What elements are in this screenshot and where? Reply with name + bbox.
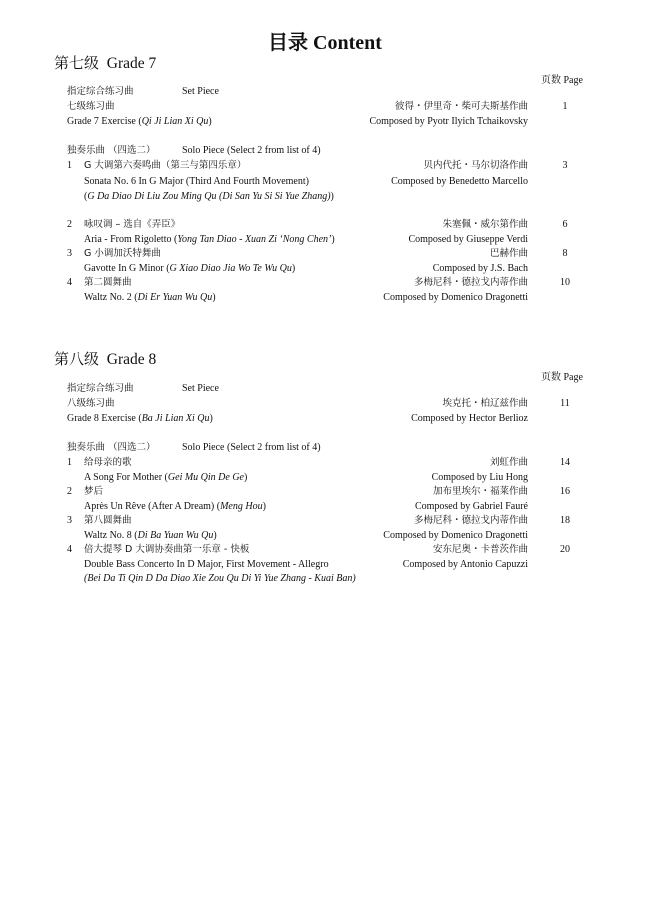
grade-cjk: 第七级 bbox=[54, 54, 100, 72]
set-piece-composer-cjk: 埃克托・柏辽兹作曲 bbox=[442, 398, 528, 409]
title-pinyin: Ba Ji Lian Xi Qu bbox=[141, 413, 210, 424]
item-number: 1 bbox=[67, 457, 72, 468]
page-header-en: Page bbox=[563, 372, 583, 383]
paren: ) bbox=[213, 530, 217, 541]
item-title-en bbox=[84, 529, 217, 543]
set-piece-page[interactable]: 11 bbox=[560, 398, 570, 409]
grade-en: Grade 8 bbox=[106, 351, 157, 368]
item-title-en bbox=[84, 471, 247, 485]
set-piece-page[interactable]: 1 bbox=[562, 101, 568, 112]
title-en: Waltz No. 2 ( bbox=[84, 292, 138, 303]
paren: ) bbox=[331, 234, 335, 245]
solo-label-cjk: 独奏乐曲 （四选二） bbox=[67, 442, 156, 453]
solo-label-en: Solo Piece (Select 2 from list of 4) bbox=[182, 145, 321, 156]
pinyin-text: (Bei Da Ti Qin D Da Diao Xie Zou Qu Di Yi Yue Zhang - Kuai Ban) bbox=[84, 573, 356, 584]
page-header-cjk: 页数 bbox=[541, 372, 561, 383]
item-number: 4 bbox=[67, 544, 72, 555]
item-title-en: Double Bass Concerto In D Major, First Movement - Allegro bbox=[84, 559, 329, 570]
page-title bbox=[0, 26, 650, 55]
item-number: 2 bbox=[67, 486, 72, 497]
title-en: Grade 7 Exercise ( bbox=[67, 116, 142, 127]
item-page[interactable]: 10 bbox=[560, 277, 570, 288]
paren: ) bbox=[262, 501, 266, 512]
set-piece-composer-en: Composed by Hector Berlioz bbox=[411, 413, 528, 424]
item-title-en bbox=[84, 233, 335, 247]
title-en: Waltz No. 8 ( bbox=[84, 530, 138, 541]
item-title-en bbox=[84, 291, 216, 305]
grade-cjk: 第八级 bbox=[54, 350, 100, 368]
item-title-en bbox=[84, 262, 295, 276]
item-title-en: Sonata No. 6 In G Major (Third And Fourth Movement) bbox=[84, 176, 309, 187]
item-composer-cjk: 朱塞佩・威尔第作曲 bbox=[442, 219, 528, 230]
pinyin-text: Di Er Yuan Wu Qu bbox=[137, 292, 213, 303]
item-composer-en: Composed by Domenico Dragonetti bbox=[383, 292, 528, 303]
set-piece-title-en bbox=[67, 115, 212, 129]
item-page[interactable]: 6 bbox=[562, 219, 568, 230]
item-title-en bbox=[84, 500, 266, 514]
page-column-header bbox=[541, 368, 583, 383]
item-composer-en: Composed by Domenico Dragonetti bbox=[383, 530, 528, 541]
item-composer-en: Composed by Gabriel Fauré bbox=[414, 501, 528, 512]
set-piece-composer-cjk: 彼得・伊里奇・柴可夫斯基作曲 bbox=[394, 101, 528, 112]
item-composer-cjk: 巴赫作曲 bbox=[489, 248, 528, 259]
item-number: 3 bbox=[67, 248, 72, 259]
paren: ) bbox=[212, 292, 216, 303]
title-en: A Song For Mother ( bbox=[84, 472, 168, 483]
item-composer-cjk: 多梅尼科・德拉戈内蒂作曲 bbox=[413, 277, 528, 288]
item-number: 3 bbox=[67, 515, 72, 526]
item-composer-cjk: 多梅尼科・德拉戈内蒂作曲 bbox=[413, 515, 528, 526]
grade-7-heading bbox=[54, 52, 156, 73]
item-composer-en: Composed by Antonio Capuzzi bbox=[402, 559, 528, 570]
paren: ) bbox=[330, 191, 334, 202]
title-pinyin: Qi Ji Lian Xi Qu bbox=[141, 116, 209, 127]
item-pinyin bbox=[84, 190, 364, 203]
item-page[interactable]: 18 bbox=[560, 515, 570, 526]
pinyin-text: Gei Mu Qin De Ge bbox=[167, 472, 244, 483]
pinyin-text: Yong Tan Diao - Xuan Zi ‘Nong Chen’ bbox=[177, 234, 332, 245]
solo-label-cjk: 独奏乐曲 （四选二） bbox=[67, 145, 156, 156]
item-composer-en: Composed by Liu Hong bbox=[431, 472, 528, 483]
title-en: Aria - From Rigoletto ( bbox=[84, 234, 178, 245]
grade-en: Grade 7 bbox=[106, 55, 157, 72]
item-title-cjk: 梦后 bbox=[84, 486, 104, 497]
item-title-cjk: G 大调第六奏鸣曲（第三与第四乐章） bbox=[84, 160, 247, 171]
item-page[interactable]: 8 bbox=[562, 248, 568, 259]
paren: ( bbox=[84, 191, 88, 202]
item-title-cjk: 第二圆舞曲 bbox=[84, 277, 132, 288]
title-en: Grade 8 Exercise ( bbox=[67, 413, 142, 424]
item-title-cjk: 给母亲的歌 bbox=[84, 457, 132, 468]
paren: ) bbox=[209, 413, 213, 424]
set-piece-title-cjk: 八级练习曲 bbox=[67, 398, 115, 409]
paren: ) bbox=[244, 472, 248, 483]
title-en: Gavotte In G Minor ( bbox=[84, 263, 170, 274]
item-page[interactable]: 16 bbox=[560, 486, 570, 497]
title-en: Content bbox=[313, 32, 382, 54]
set-piece-label-cjk: 指定综合练习曲 bbox=[67, 86, 134, 97]
set-piece-label-en: Set Piece bbox=[182, 86, 219, 97]
item-title-cjk: 咏叹调 – 选自《弄臣》 bbox=[84, 219, 181, 230]
pinyin-text: Di Ba Yuan Wu Qu bbox=[137, 530, 214, 541]
title-cjk: 目录 bbox=[268, 30, 309, 54]
item-composer-cjk: 安东尼奥・卡普茨作曲 bbox=[432, 544, 528, 555]
item-number: 1 bbox=[67, 160, 72, 171]
set-piece-title-cjk: 七级练习曲 bbox=[67, 101, 115, 112]
pinyin-text: G Xiao Diao Jia Wo Te Wu Qu bbox=[169, 263, 292, 274]
item-title-cjk: G 小调加沃特舞曲 bbox=[84, 248, 161, 259]
set-piece-title-en bbox=[67, 412, 213, 426]
item-title-cjk: 倍大提琴 D 大调协奏曲第一乐章 - 快板 bbox=[84, 544, 250, 555]
pinyin-text: G Da Diao Di Liu Zou Ming Qu (Di San Yu Si Si Yue Zhang) bbox=[87, 191, 331, 202]
grade-8-heading bbox=[54, 348, 156, 369]
item-composer-cjk: 贝内代托・马尔切洛作曲 bbox=[423, 160, 528, 171]
item-composer-en: Composed by Benedetto Marcello bbox=[391, 176, 528, 187]
set-piece-label-en: Set Piece bbox=[182, 383, 219, 394]
item-composer-cjk: 刘虹作曲 bbox=[489, 457, 528, 468]
pinyin-text: Meng Hou bbox=[220, 501, 263, 512]
item-page[interactable]: 14 bbox=[560, 457, 570, 468]
item-title-cjk: 第八圆舞曲 bbox=[84, 515, 132, 526]
set-piece-label-cjk: 指定综合练习曲 bbox=[67, 383, 134, 394]
page-header-cjk: 页数 bbox=[541, 75, 561, 86]
item-page[interactable]: 20 bbox=[560, 544, 570, 555]
page-column-header bbox=[541, 71, 583, 86]
item-number: 2 bbox=[67, 219, 72, 230]
paren: ) bbox=[208, 116, 212, 127]
item-number: 4 bbox=[67, 277, 72, 288]
item-pinyin bbox=[84, 572, 356, 586]
item-page[interactable]: 3 bbox=[562, 160, 568, 171]
page-header-en: Page bbox=[563, 75, 583, 86]
item-composer-en: Composed by Giuseppe Verdi bbox=[408, 234, 528, 245]
item-composer-cjk: 加布里埃尔・福莱作曲 bbox=[432, 486, 528, 497]
solo-label-en: Solo Piece (Select 2 from list of 4) bbox=[182, 442, 321, 453]
set-piece-composer-en: Composed by Pyotr Ilyich Tchaikovsky bbox=[369, 116, 528, 127]
item-composer-en: Composed by J.S. Bach bbox=[432, 263, 528, 274]
title-en: Après Un Rêve (After A Dream) ( bbox=[84, 501, 221, 512]
paren: ) bbox=[291, 263, 296, 274]
